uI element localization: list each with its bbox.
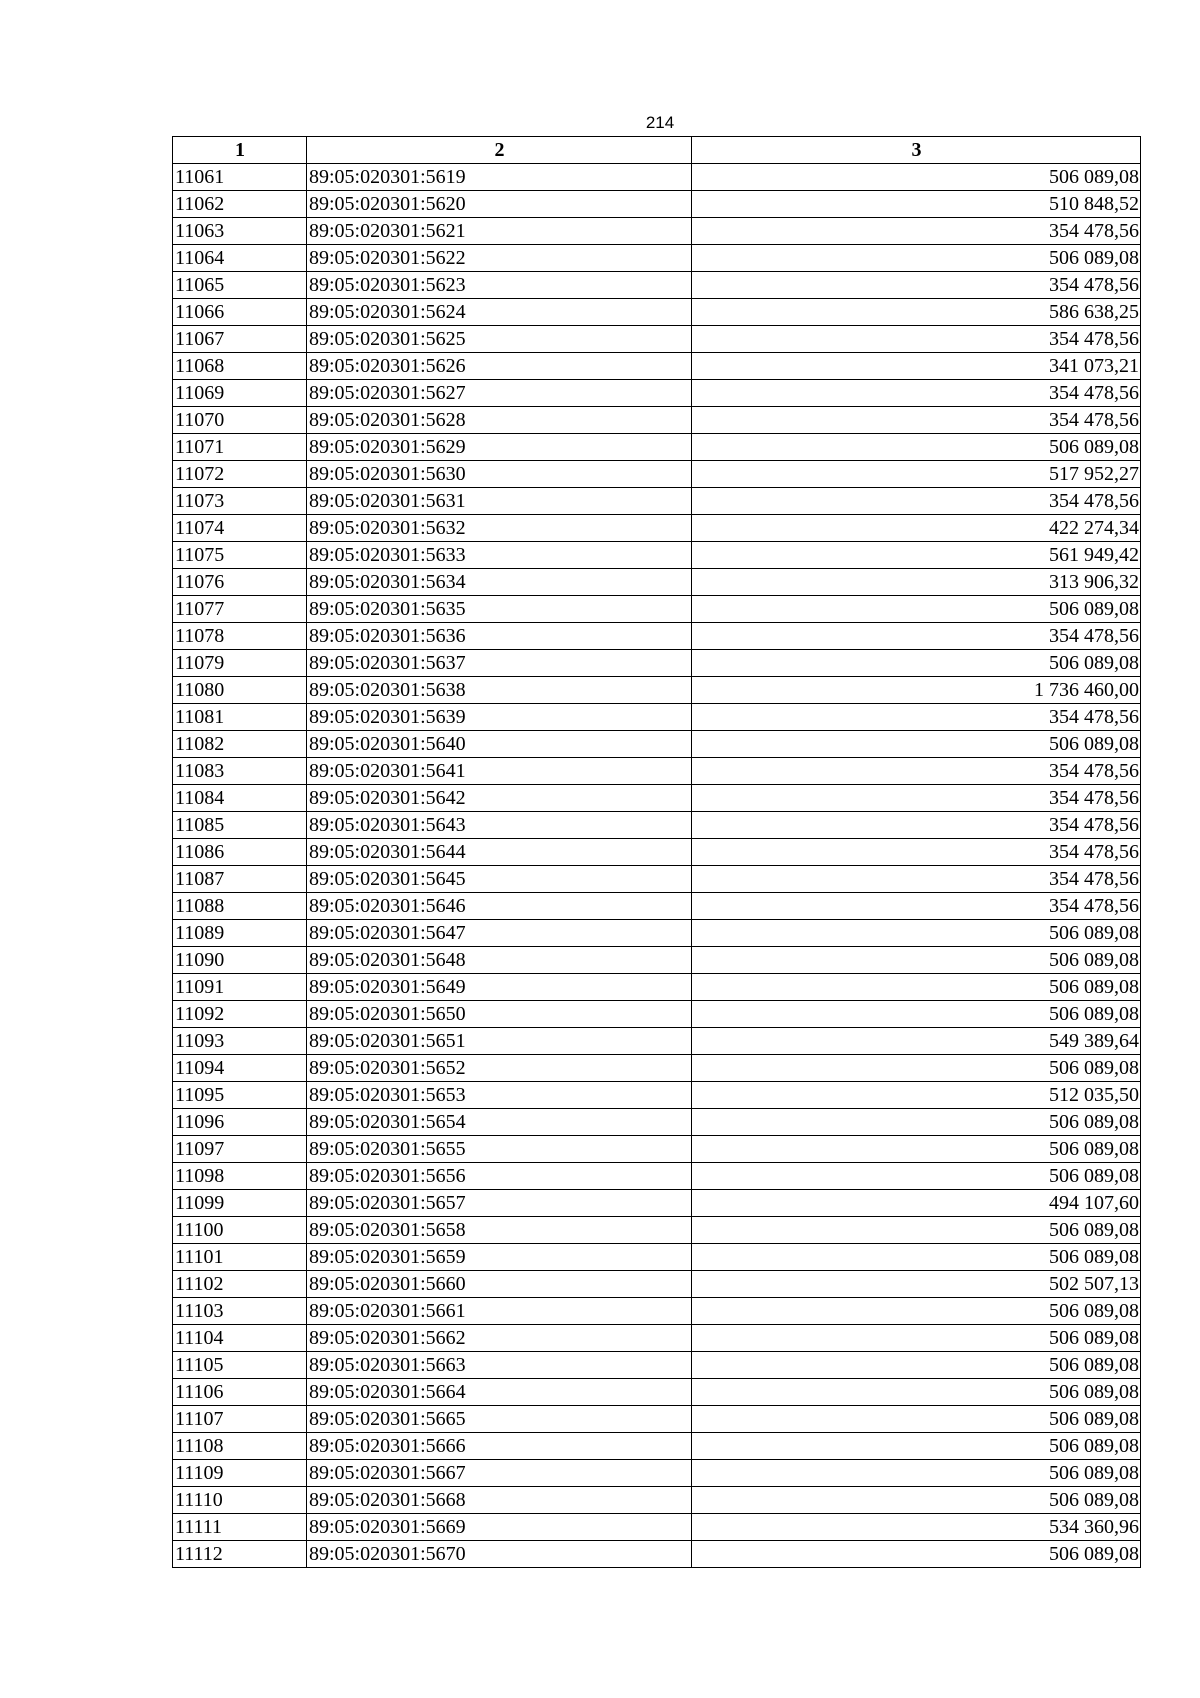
value-cell: 506 089,08 <box>692 596 1141 623</box>
value-cell: 506 089,08 <box>692 1136 1141 1163</box>
table-row <box>173 1244 1141 1271</box>
value-cell: 506 089,08 <box>692 1379 1141 1406</box>
row-number-cell: 11081 <box>173 704 307 731</box>
row-number-cell: 11103 <box>173 1298 307 1325</box>
value-cell: 506 089,08 <box>692 1406 1141 1433</box>
cadastral-number-cell: 89:05:020301:5653 <box>307 1082 692 1109</box>
cadastral-number-cell: 89:05:020301:5637 <box>307 650 692 677</box>
row-number-cell: 11073 <box>173 488 307 515</box>
table-row <box>173 839 1141 866</box>
document-table-container <box>172 136 1140 1568</box>
row-number-cell: 11061 <box>173 164 307 191</box>
table-row <box>173 1487 1141 1514</box>
table-header <box>173 137 1141 164</box>
table-row <box>173 245 1141 272</box>
table-row <box>173 326 1141 353</box>
value-cell: 506 089,08 <box>692 974 1141 1001</box>
value-cell: 354 478,56 <box>692 893 1141 920</box>
table-row <box>173 299 1141 326</box>
row-number-cell: 11066 <box>173 299 307 326</box>
table-row <box>173 1109 1141 1136</box>
cadastral-number-cell: 89:05:020301:5651 <box>307 1028 692 1055</box>
value-cell: 512 035,50 <box>692 1082 1141 1109</box>
table-row <box>173 1271 1141 1298</box>
row-number-cell: 11090 <box>173 947 307 974</box>
row-number-cell: 11086 <box>173 839 307 866</box>
value-cell: 354 478,56 <box>692 785 1141 812</box>
cadastral-number-cell: 89:05:020301:5645 <box>307 866 692 893</box>
cadastral-number-cell: 89:05:020301:5624 <box>307 299 692 326</box>
value-cell: 354 478,56 <box>692 326 1141 353</box>
value-cell: 506 089,08 <box>692 731 1141 758</box>
row-number-cell: 11084 <box>173 785 307 812</box>
cadastral-number-cell: 89:05:020301:5639 <box>307 704 692 731</box>
row-number-cell: 11094 <box>173 1055 307 1082</box>
value-cell: 506 089,08 <box>692 1163 1141 1190</box>
cadastral-number-cell: 89:05:020301:5662 <box>307 1325 692 1352</box>
value-cell: 506 089,08 <box>692 1244 1141 1271</box>
cadastral-number-cell: 89:05:020301:5635 <box>307 596 692 623</box>
table-row <box>173 1001 1141 1028</box>
table-row <box>173 677 1141 704</box>
cadastral-number-cell: 89:05:020301:5619 <box>307 164 692 191</box>
table-row <box>173 1406 1141 1433</box>
cadastral-number-cell: 89:05:020301:5655 <box>307 1136 692 1163</box>
row-number-cell: 11070 <box>173 407 307 434</box>
table-row <box>173 1325 1141 1352</box>
cadastral-number-cell: 89:05:020301:5657 <box>307 1190 692 1217</box>
table-row <box>173 218 1141 245</box>
row-number-cell: 11079 <box>173 650 307 677</box>
value-cell: 1 736 460,00 <box>692 677 1141 704</box>
value-cell: 354 478,56 <box>692 488 1141 515</box>
row-number-cell: 11080 <box>173 677 307 704</box>
row-number-cell: 11064 <box>173 245 307 272</box>
row-number-cell: 11075 <box>173 542 307 569</box>
row-number-cell: 11063 <box>173 218 307 245</box>
value-cell: 506 089,08 <box>692 1298 1141 1325</box>
value-cell: 506 089,08 <box>692 650 1141 677</box>
table-row <box>173 1055 1141 1082</box>
cadastral-number-cell: 89:05:020301:5656 <box>307 1163 692 1190</box>
row-number-cell: 11111 <box>173 1514 307 1541</box>
value-cell: 354 478,56 <box>692 272 1141 299</box>
row-number-cell: 11112 <box>173 1541 307 1568</box>
row-number-cell: 11106 <box>173 1379 307 1406</box>
table-row <box>173 1433 1141 1460</box>
value-cell: 354 478,56 <box>692 704 1141 731</box>
table-row <box>173 353 1141 380</box>
row-number-cell: 11102 <box>173 1271 307 1298</box>
row-number-cell: 11105 <box>173 1352 307 1379</box>
row-number-cell: 11101 <box>173 1244 307 1271</box>
table-row <box>173 920 1141 947</box>
table-row <box>173 812 1141 839</box>
table-row <box>173 542 1141 569</box>
table-row <box>173 569 1141 596</box>
table-row <box>173 974 1141 1001</box>
table-row <box>173 1217 1141 1244</box>
row-number-cell: 11074 <box>173 515 307 542</box>
cadastral-number-cell: 89:05:020301:5663 <box>307 1352 692 1379</box>
value-cell: 510 848,52 <box>692 191 1141 218</box>
value-cell: 354 478,56 <box>692 407 1141 434</box>
value-cell: 506 089,08 <box>692 1001 1141 1028</box>
cadastral-number-cell: 89:05:020301:5623 <box>307 272 692 299</box>
value-cell: 506 089,08 <box>692 1055 1141 1082</box>
row-number-cell: 11092 <box>173 1001 307 1028</box>
cadastral-number-cell: 89:05:020301:5634 <box>307 569 692 596</box>
value-cell: 561 949,42 <box>692 542 1141 569</box>
cadastral-number-cell: 89:05:020301:5660 <box>307 1271 692 1298</box>
table-row <box>173 272 1141 299</box>
table-row <box>173 704 1141 731</box>
row-number-cell: 11078 <box>173 623 307 650</box>
cadastral-number-cell: 89:05:020301:5622 <box>307 245 692 272</box>
cadastral-number-cell: 89:05:020301:5628 <box>307 407 692 434</box>
table-row <box>173 164 1141 191</box>
row-number-cell: 11095 <box>173 1082 307 1109</box>
cadastral-number-cell: 89:05:020301:5659 <box>307 1244 692 1271</box>
cadastral-number-cell: 89:05:020301:5638 <box>307 677 692 704</box>
value-cell: 354 478,56 <box>692 758 1141 785</box>
value-cell: 506 089,08 <box>692 1109 1141 1136</box>
page-number: 214 <box>645 113 675 132</box>
row-number-cell: 11071 <box>173 434 307 461</box>
value-cell: 517 952,27 <box>692 461 1141 488</box>
value-cell: 534 360,96 <box>692 1514 1141 1541</box>
row-number-cell: 11068 <box>173 353 307 380</box>
cadastral-number-cell: 89:05:020301:5666 <box>307 1433 692 1460</box>
table-row <box>173 731 1141 758</box>
row-number-cell: 11108 <box>173 1433 307 1460</box>
value-cell: 549 389,64 <box>692 1028 1141 1055</box>
row-number-cell: 11107 <box>173 1406 307 1433</box>
value-cell: 354 478,56 <box>692 218 1141 245</box>
cadastral-number-cell: 89:05:020301:5627 <box>307 380 692 407</box>
table-row <box>173 785 1141 812</box>
row-number-cell: 11083 <box>173 758 307 785</box>
value-cell: 506 089,08 <box>692 434 1141 461</box>
value-cell: 506 089,08 <box>692 164 1141 191</box>
table-row <box>173 650 1141 677</box>
value-cell: 354 478,56 <box>692 839 1141 866</box>
value-cell: 313 906,32 <box>692 569 1141 596</box>
table-row <box>173 191 1141 218</box>
cadastral-number-cell: 89:05:020301:5650 <box>307 1001 692 1028</box>
cadastral-number-cell: 89:05:020301:5647 <box>307 920 692 947</box>
cadastral-number-cell: 89:05:020301:5644 <box>307 839 692 866</box>
table-row <box>173 623 1141 650</box>
cadastral-number-cell: 89:05:020301:5642 <box>307 785 692 812</box>
row-number-cell: 11087 <box>173 866 307 893</box>
value-cell: 502 507,13 <box>692 1271 1141 1298</box>
value-cell: 506 089,08 <box>692 1325 1141 1352</box>
table-row <box>173 380 1141 407</box>
column-header-3: 3 <box>692 137 1141 164</box>
cadastral-number-cell: 89:05:020301:5631 <box>307 488 692 515</box>
row-number-cell: 11093 <box>173 1028 307 1055</box>
cadastral-number-cell: 89:05:020301:5640 <box>307 731 692 758</box>
value-cell: 354 478,56 <box>692 866 1141 893</box>
cadastral-number-cell: 89:05:020301:5652 <box>307 1055 692 1082</box>
value-cell: 506 089,08 <box>692 920 1141 947</box>
cadastral-number-cell: 89:05:020301:5661 <box>307 1298 692 1325</box>
value-cell: 506 089,08 <box>692 1433 1141 1460</box>
table-row <box>173 1298 1141 1325</box>
value-cell: 354 478,56 <box>692 812 1141 839</box>
row-number-cell: 11104 <box>173 1325 307 1352</box>
cadastral-number-cell: 89:05:020301:5670 <box>307 1541 692 1568</box>
cadastral-number-cell: 89:05:020301:5658 <box>307 1217 692 1244</box>
row-number-cell: 11091 <box>173 974 307 1001</box>
row-number-cell: 11076 <box>173 569 307 596</box>
value-cell: 506 089,08 <box>692 1487 1141 1514</box>
value-cell: 506 089,08 <box>692 947 1141 974</box>
value-cell: 354 478,56 <box>692 380 1141 407</box>
table-row <box>173 758 1141 785</box>
value-cell: 494 107,60 <box>692 1190 1141 1217</box>
cadastral-number-cell: 89:05:020301:5669 <box>307 1514 692 1541</box>
table-row <box>173 461 1141 488</box>
cadastral-number-cell: 89:05:020301:5654 <box>307 1109 692 1136</box>
value-cell: 506 089,08 <box>692 1217 1141 1244</box>
table-row <box>173 1514 1141 1541</box>
cadastral-number-cell: 89:05:020301:5641 <box>307 758 692 785</box>
value-cell: 341 073,21 <box>692 353 1141 380</box>
row-number-cell: 11072 <box>173 461 307 488</box>
cadastral-number-cell: 89:05:020301:5633 <box>307 542 692 569</box>
table-row <box>173 407 1141 434</box>
row-number-cell: 11065 <box>173 272 307 299</box>
row-number-cell: 11067 <box>173 326 307 353</box>
value-cell: 422 274,34 <box>692 515 1141 542</box>
cadastral-number-cell: 89:05:020301:5620 <box>307 191 692 218</box>
cadastral-number-cell: 89:05:020301:5632 <box>307 515 692 542</box>
cadastral-number-cell: 89:05:020301:5629 <box>307 434 692 461</box>
cadastral-value-table <box>172 136 1141 1568</box>
column-header-1: 1 <box>173 137 307 164</box>
cadastral-number-cell: 89:05:020301:5630 <box>307 461 692 488</box>
table-row <box>173 515 1141 542</box>
table-row <box>173 596 1141 623</box>
cadastral-number-cell: 89:05:020301:5648 <box>307 947 692 974</box>
table-row <box>173 1136 1141 1163</box>
cadastral-number-cell: 89:05:020301:5667 <box>307 1460 692 1487</box>
cadastral-number-cell: 89:05:020301:5626 <box>307 353 692 380</box>
row-number-cell: 11099 <box>173 1190 307 1217</box>
row-number-cell: 11069 <box>173 380 307 407</box>
table-row <box>173 947 1141 974</box>
value-cell: 506 089,08 <box>692 1541 1141 1568</box>
cadastral-number-cell: 89:05:020301:5625 <box>307 326 692 353</box>
row-number-cell: 11077 <box>173 596 307 623</box>
table-row <box>173 1028 1141 1055</box>
row-number-cell: 11100 <box>173 1217 307 1244</box>
row-number-cell: 11098 <box>173 1163 307 1190</box>
value-cell: 506 089,08 <box>692 1352 1141 1379</box>
row-number-cell: 11082 <box>173 731 307 758</box>
cadastral-number-cell: 89:05:020301:5649 <box>307 974 692 1001</box>
header-row <box>173 137 1141 164</box>
row-number-cell: 11062 <box>173 191 307 218</box>
cadastral-number-cell: 89:05:020301:5665 <box>307 1406 692 1433</box>
table-body <box>173 164 1141 1568</box>
value-cell: 354 478,56 <box>692 623 1141 650</box>
cadastral-number-cell: 89:05:020301:5664 <box>307 1379 692 1406</box>
cadastral-number-cell: 89:05:020301:5646 <box>307 893 692 920</box>
table-row <box>173 893 1141 920</box>
table-row <box>173 1460 1141 1487</box>
value-cell: 586 638,25 <box>692 299 1141 326</box>
table-row <box>173 1163 1141 1190</box>
table-row <box>173 434 1141 461</box>
cadastral-number-cell: 89:05:020301:5643 <box>307 812 692 839</box>
cadastral-number-cell: 89:05:020301:5621 <box>307 218 692 245</box>
row-number-cell: 11109 <box>173 1460 307 1487</box>
table-row <box>173 1352 1141 1379</box>
row-number-cell: 11085 <box>173 812 307 839</box>
cadastral-number-cell: 89:05:020301:5636 <box>307 623 692 650</box>
row-number-cell: 11096 <box>173 1109 307 1136</box>
table-row <box>173 488 1141 515</box>
row-number-cell: 11110 <box>173 1487 307 1514</box>
row-number-cell: 11097 <box>173 1136 307 1163</box>
cadastral-number-cell: 89:05:020301:5668 <box>307 1487 692 1514</box>
row-number-cell: 11088 <box>173 893 307 920</box>
column-header-2: 2 <box>307 137 692 164</box>
table-row <box>173 866 1141 893</box>
value-cell: 506 089,08 <box>692 1460 1141 1487</box>
value-cell: 506 089,08 <box>692 245 1141 272</box>
table-row <box>173 1379 1141 1406</box>
table-row <box>173 1082 1141 1109</box>
table-row <box>173 1541 1141 1568</box>
row-number-cell: 11089 <box>173 920 307 947</box>
table-row <box>173 1190 1141 1217</box>
